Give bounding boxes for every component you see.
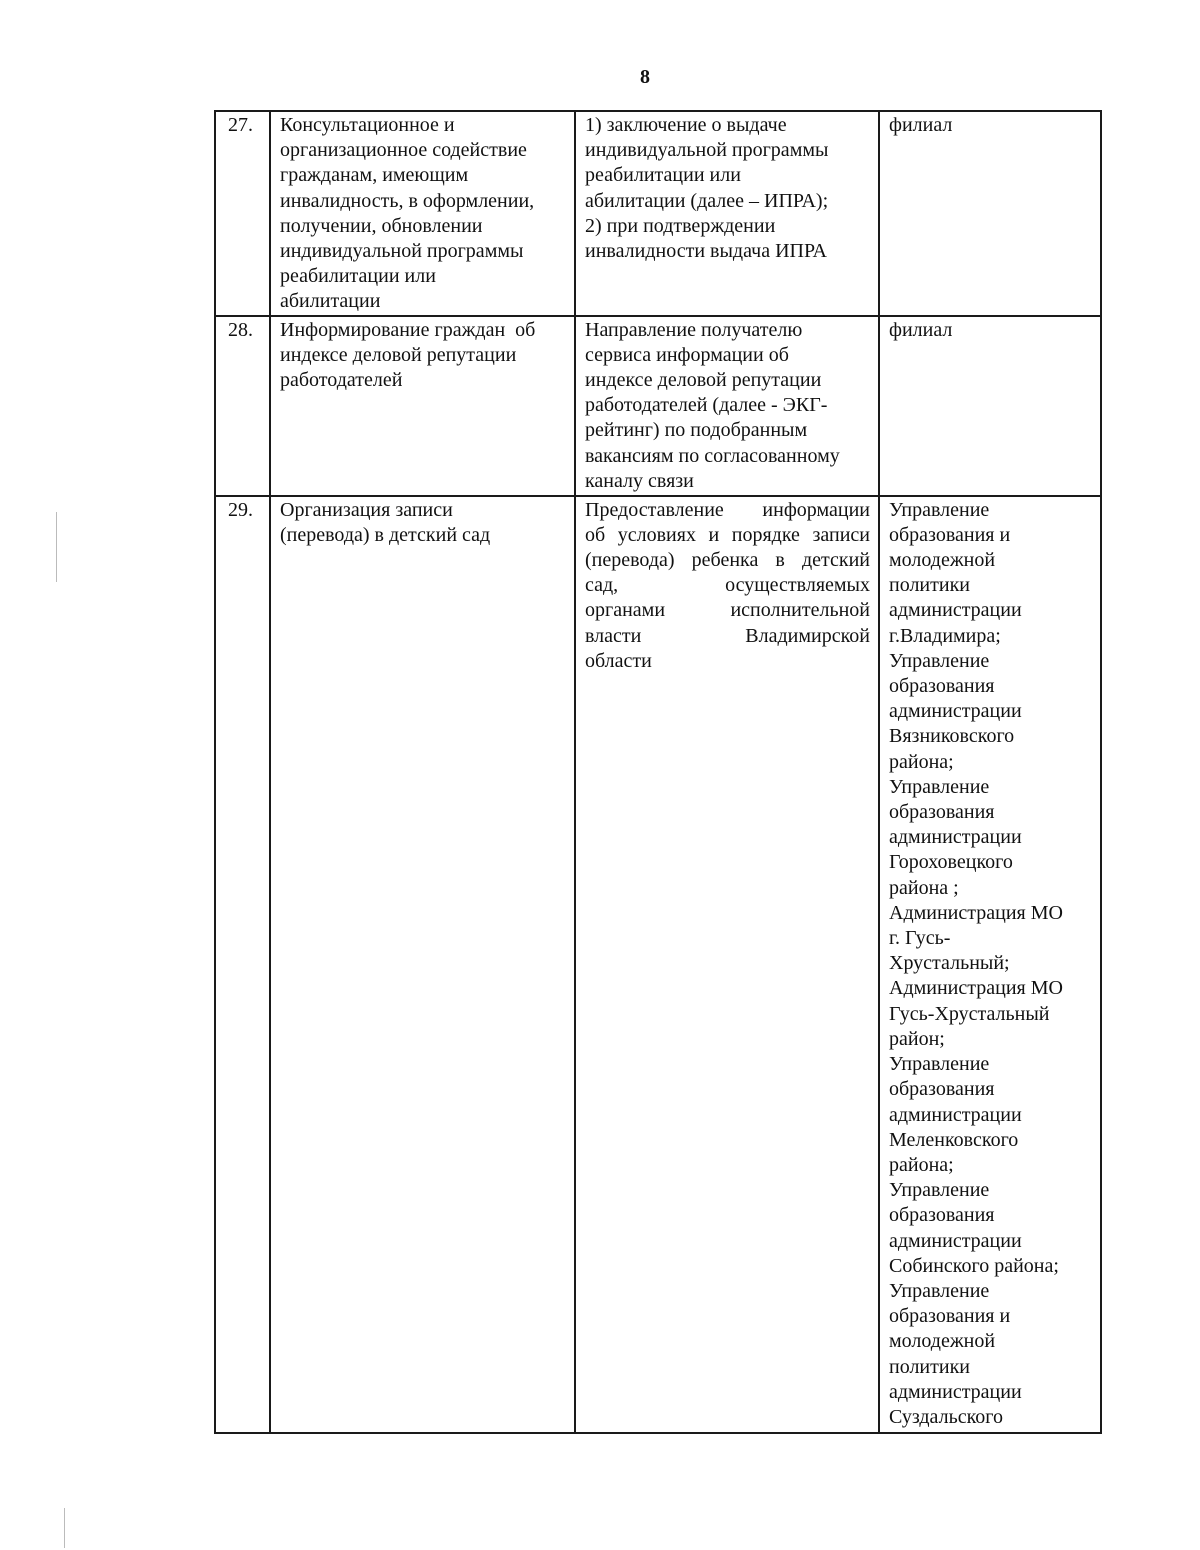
result-text-line: абилитации (далее – ИПРА);	[585, 189, 829, 212]
service-text-line: работодателей	[280, 369, 403, 392]
result-text-line: (перевода) ребенка в детский	[585, 549, 870, 572]
result-text-line: сад, осуществляемых	[585, 574, 870, 597]
organization-text-line: администрации	[889, 1103, 1022, 1126]
organization-text-line: образования и	[889, 1305, 1011, 1328]
organization-cell	[879, 111, 1101, 316]
organization-text-line: Управление	[889, 498, 990, 521]
result-text-line: 1) заключение о выдаче	[585, 114, 787, 136]
organization-text-line: молодежной	[889, 549, 996, 572]
result-text-line: индивидуальной программы	[585, 139, 829, 162]
service-text-line: (перевода) в детский сад	[280, 523, 491, 546]
organization-text-line: Управление	[889, 775, 990, 798]
result-text-line: рейтинг) по подобранным	[585, 419, 808, 442]
service-cell	[270, 496, 575, 1433]
organization-text-line: Собинского района;	[889, 1254, 1059, 1277]
organization-cell	[879, 496, 1101, 1433]
service-cell	[270, 111, 575, 316]
organization-text-line: образования	[889, 675, 995, 698]
organization-cell	[879, 316, 1101, 496]
organization-text-line: г.Владимира;	[889, 624, 1001, 647]
organization-text-line: Администрация МО	[889, 977, 1063, 1000]
organization-text-line: Управление	[889, 1053, 990, 1076]
service-text-line: индивидуальной программы	[280, 240, 524, 263]
row-number-cell	[215, 496, 270, 1433]
organization-text-line: района;	[889, 1153, 954, 1176]
page-number: 8	[640, 66, 650, 88]
organization-text-line: района ;	[889, 876, 959, 899]
organization-text-line: филиал	[889, 114, 953, 136]
row-number: 27.	[228, 114, 253, 136]
result-text-line: власти Владимирской	[585, 624, 870, 647]
organization-text-line: политики	[889, 574, 970, 597]
services-table	[214, 110, 1102, 1434]
organization-text-line: администрации	[889, 700, 1022, 723]
result-text-line: Предоставление информации	[585, 498, 870, 521]
organization-text-line: Управление	[889, 1179, 990, 1202]
organization-text-line: г. Гусь-	[889, 927, 951, 950]
organization-text-line: образования	[889, 801, 995, 824]
service-text-line: Информирование граждан об	[280, 318, 536, 341]
result-text-line: 2) при подтверждении	[585, 214, 776, 237]
organization-text-line: Управление	[889, 649, 990, 672]
result-text-line: инвалидности выдача ИПРА	[585, 240, 827, 263]
result-text-line: реабилитации или	[585, 164, 741, 187]
result-text-line: каналу связи	[585, 469, 694, 492]
table-row	[215, 111, 1101, 316]
table-row	[215, 496, 1101, 1433]
service-text-line: получении, обновлении	[280, 214, 483, 237]
organization-text-line: Гусь-Хрустальный	[889, 1002, 1050, 1025]
scan-artifact-line	[64, 1508, 65, 1548]
service-text-line: организационное содействие	[280, 139, 527, 162]
service-text-line: гражданам, имеющим	[280, 164, 469, 187]
organization-text-line: администрации	[889, 826, 1022, 849]
organization-text-line: образования	[889, 1204, 995, 1227]
organization-text-line: района;	[889, 750, 954, 773]
row-number: 29.	[228, 498, 253, 521]
organization-text-line: Администрация МО	[889, 901, 1063, 924]
organization-text-line: Хрустальный;	[889, 952, 1010, 975]
service-text-line: реабилитации или	[280, 265, 436, 288]
organization-text-line: администрации	[889, 1380, 1022, 1403]
service-text-line: Организация записи	[280, 498, 453, 521]
service-text-line: инвалидность, в оформлении,	[280, 189, 535, 212]
organization-text-line: Меленковского	[889, 1128, 1019, 1151]
result-text-line: об условиях и порядке записи	[585, 523, 870, 546]
organization-text-line: администрации	[889, 599, 1022, 622]
result-text-line: области	[585, 649, 652, 672]
organization-text-line: образования	[889, 1078, 995, 1101]
organization-text-line: Управление	[889, 1279, 990, 1302]
row-number: 28.	[228, 318, 253, 341]
result-text-line: сервиса информации об	[585, 343, 789, 366]
service-text-line: индексе деловой репутации	[280, 343, 517, 366]
organization-text-line: образования и	[889, 523, 1011, 546]
organization-text-line: филиал	[889, 318, 953, 341]
service-text-line: абилитации	[280, 290, 381, 313]
row-number-cell	[215, 316, 270, 496]
result-text-line: органами исполнительной	[585, 599, 870, 622]
result-text-line: вакансиям по согласованному	[585, 444, 840, 467]
service-text-line: Консультационное и	[280, 114, 455, 136]
scan-artifact-line	[56, 512, 57, 582]
table-row	[215, 316, 1101, 496]
organization-text-line: Суздальского	[889, 1405, 1003, 1428]
organization-text-line: район;	[889, 1027, 945, 1050]
organization-text-line: молодежной	[889, 1330, 996, 1353]
result-cell	[575, 496, 879, 1433]
organization-text-line: политики	[889, 1355, 970, 1378]
organization-text-line: Гороховецкого	[889, 851, 1013, 874]
service-cell	[270, 316, 575, 496]
result-cell	[575, 316, 879, 496]
row-number-cell	[215, 111, 270, 316]
result-text-line: Направление получателю	[585, 318, 803, 341]
result-cell	[575, 111, 879, 316]
organization-text-line: администрации	[889, 1229, 1022, 1252]
result-text-line: работодателей (далее - ЭКГ-	[585, 394, 828, 417]
organization-text-line: Вязниковского	[889, 725, 1015, 748]
result-text-line: индексе деловой репутации	[585, 369, 822, 392]
